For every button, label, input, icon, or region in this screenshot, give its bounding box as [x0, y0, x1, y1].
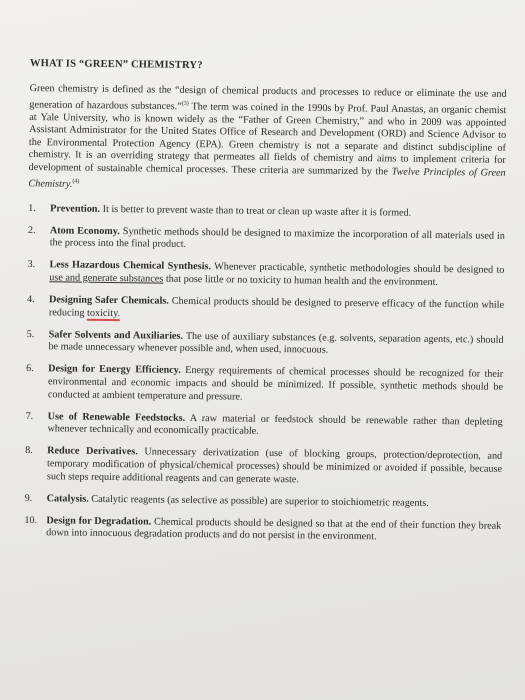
principle-title: Atom Economy.	[49, 224, 120, 237]
principle-number: 9.	[24, 492, 33, 504]
principle-title: Less Hazardous Chemical Synthesis.	[49, 259, 212, 273]
document-heading: WHAT IS “GREEN” CHEMISTRY?	[29, 58, 203, 72]
principle-body	[47, 493, 502, 511]
principle-number: 1.	[28, 202, 36, 214]
principle-number: 6.	[26, 363, 34, 375]
principle-number: 4.	[26, 293, 35, 306]
principle-item	[28, 225, 505, 256]
principle-number: 5.	[26, 328, 35, 340]
intro-paragraph	[28, 83, 506, 196]
principle-item	[26, 329, 503, 360]
principle-body	[50, 203, 505, 221]
principle-title: Prevention.	[50, 202, 101, 215]
principle-text: Chemical products should be designed so that at the end of their function they break down into innocuous degradation products and do not persist in the environment.	[46, 516, 502, 543]
principle-text: Synthetic methods should be designed to maximize the incorporation of all materials used in the process into the final product.	[49, 225, 505, 251]
principle-number: 8.	[25, 445, 33, 457]
principle-title: Design for Degradation.	[46, 514, 152, 528]
principle-body	[49, 260, 504, 291]
principle-number: 10.	[24, 514, 38, 526]
principle-title: Design for Energy Efficiency.	[48, 363, 181, 377]
principle-body	[48, 364, 503, 407]
principle-item	[25, 445, 502, 489]
principle-title: Catalysis.	[46, 492, 89, 505]
principle-item	[25, 411, 502, 442]
principle-item	[27, 259, 504, 290]
principle-body	[49, 294, 504, 325]
principle-title: Reduce Derivatives.	[47, 445, 138, 458]
underlined-text: use and generate substances	[49, 272, 164, 285]
principle-number: 2.	[27, 224, 36, 236]
intro-ref-4: (4)	[72, 178, 80, 185]
principle-text: Whenever practicable, synthetic methodologies should be designed to	[210, 261, 505, 277]
principle-item	[25, 493, 502, 511]
principle-title: Use of Renewable Feedstocks.	[47, 410, 186, 424]
principle-body	[46, 515, 501, 546]
principle-item	[26, 363, 503, 407]
intro-principles-title: Twelve Principles of Green Chemistry.	[28, 166, 506, 190]
page-content	[24, 58, 507, 546]
principle-body	[48, 329, 503, 360]
principle-text: It is better to prevent waste than to treat or clean up waste after it is formed.	[100, 203, 412, 219]
principle-item	[24, 515, 501, 546]
principle-text: that pose little or no toxicity to human health and the environment.	[163, 273, 439, 288]
principle-number: 3.	[27, 259, 36, 271]
principle-body	[47, 446, 502, 489]
principle-item	[28, 203, 505, 221]
principle-title: Safer Solvents and Auxiliaries.	[48, 328, 184, 342]
principle-text: Chemical products should be designed to preserve efficacy of the function while reducing	[48, 295, 505, 319]
principle-text: Energy requirements of chemical processes should be recognized for their environmental and economic impacts and should be minimized. If possible, synthetic methods should be conducted at ambient temperature and pressure.	[47, 365, 504, 403]
principle-body	[47, 411, 502, 442]
red-underlined-text: toxicity.	[87, 307, 121, 319]
principle-item	[27, 294, 504, 325]
principle-text: Catalytic reagents (as selective as possible) are superior to stoichiometric reagents.	[88, 493, 429, 509]
intro-definition: Green chemistry is defined as the “design of chemical products and processes to reduce or eliminate the use and generation of hazardous substances.”	[29, 82, 507, 112]
principles-list	[24, 203, 505, 546]
intro-ref-3: (3)	[181, 100, 189, 107]
principle-text: The use of auxiliary substances (e.g. solvents, separation agents, etc.) should be made unnecessary whenever possible and, when used, innocuous.	[48, 330, 504, 356]
principle-text: A raw material or feedstock should be renewable rather than depleting whenever technically and economically practicable.	[47, 412, 503, 438]
principle-number: 7.	[25, 410, 34, 422]
principle-text: Unnecessary derivatization (use of blocking groups, protection/deprotection, and temporary modification of physical/chemical processes) should be minimized or avoided if possible, because such steps require additional reagents and can generate waste.	[46, 446, 503, 485]
principle-title: Designing Safer Chemicals.	[48, 294, 169, 307]
principle-body	[50, 225, 505, 256]
intro-body: The term was coined in the 1990s by Prof. Paul Anastas, an organic chemist at Yale University, who is known widely as the “Father of Green Chemistry,” and who in 2009 was appointed Assistant Administrator for the United States Office of Research and Development (ORD) and Science Advisor to the Environmental Protection Agency (EPA). Green chemistry is not a separate and distinct subdiscipline of chemistry. It is an overriding strategy that permeates all fields of chemistry and aims to implement criteria for development of sustainable chemical processes. These criteria are summarized by the	[28, 100, 507, 178]
